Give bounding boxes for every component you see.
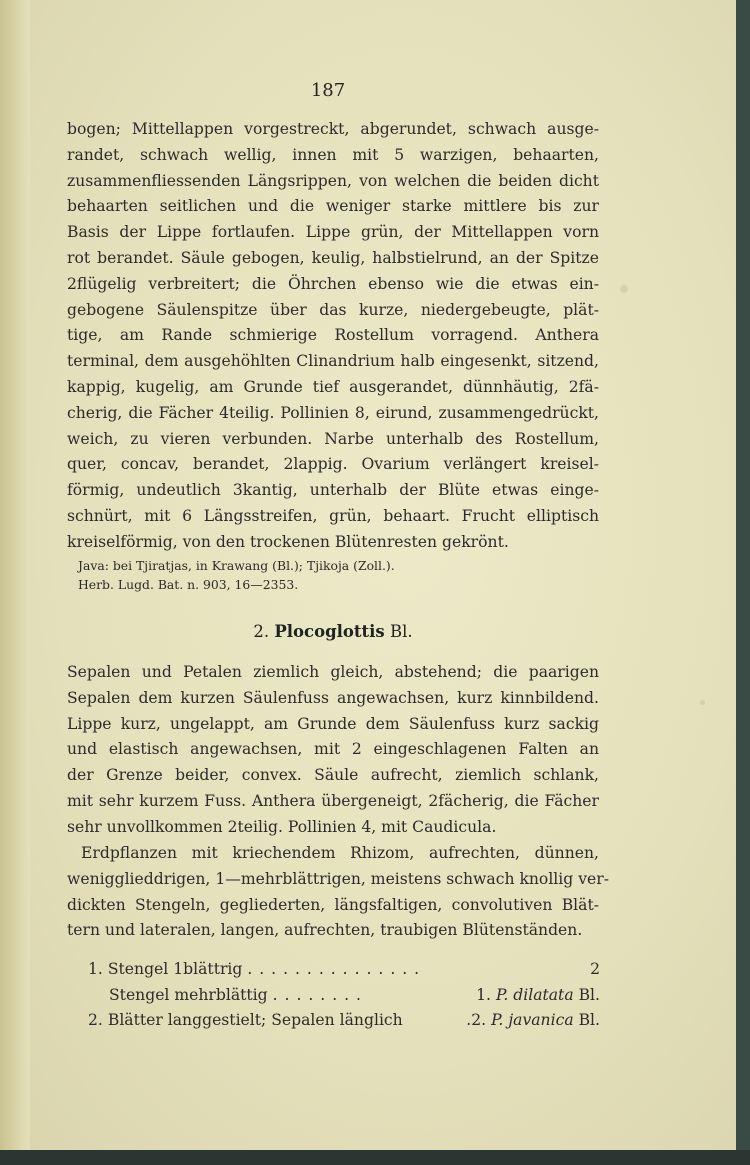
text-line: kappig, kugelig, am Grunde tief ausgerandet, dünnhäutig, 2fä-	[67, 377, 599, 396]
locality-line: Java: bei Tjiratjas, in Krawang (Bl.); Tjikoja (Zoll.).	[78, 558, 395, 573]
text-line: schnürt, mit 6 Längsstreifen, grün, behaart. Frucht elliptisch	[67, 506, 599, 525]
key-result: 1.	[476, 986, 492, 1004]
species-author: Bl.	[578, 1011, 600, 1029]
key-number: 2.	[88, 1011, 103, 1029]
book-edge-right	[736, 0, 750, 1165]
text-line: kreiselförmig, von den trockenen Blütenresten gekrönt.	[67, 532, 509, 551]
text-line: förmig, undeutlich 3kantig, unterhalb der Blüte etwas einge-	[67, 481, 599, 500]
text-line: tern und lateralen, langen, aufrechten, traubigen Blütenständen.	[67, 921, 583, 940]
key-text: Blätter langgestielt; Sepalen länglich	[107, 1011, 403, 1029]
species-description	[67, 117, 599, 556]
text-line: bogen; Mittellappen vorgestreckt, abgerundet, schwach ausge-	[67, 120, 599, 138]
text-line: wenigglieddrigen, 1—mehrblättrigen, meistens schwach knollig ver-	[67, 869, 609, 888]
species-author: Bl.	[578, 986, 600, 1004]
text-line: Sepalen und Petalen ziemlich gleich, abstehend; die paarigen	[67, 663, 599, 681]
text-line: cherig, die Fächer 4teilig. Pollinien 8, eirund, zusammengedrückt,	[67, 403, 599, 422]
genus-heading	[0, 622, 666, 641]
text-line: Lippe kurz, ungelappt, am Grunde dem Säulenfuss kurz sackig	[67, 714, 599, 733]
text-line: gebogene Säulenspitze über das kurze, niedergebeugte, plät-	[67, 300, 599, 319]
page-binding-shadow	[0, 0, 30, 1150]
text-line: zusammenfliessenden Längsrippen, von welchen die beiden dicht	[67, 171, 599, 190]
text-line: mit sehr kurzem Fuss. Anthera übergeneigt, 2fächerig, die Fächer	[67, 791, 599, 810]
genus-habit	[67, 841, 609, 944]
text-line: weich, zu vieren verbunden. Narbe unterhalb des Rostellum,	[67, 429, 599, 448]
genus-number: 2.	[253, 622, 270, 641]
genus-author: Bl.	[389, 622, 413, 641]
text-line: terminal, dem ausgehöhlten Clinandrium halb eingesenkt, sitzend,	[67, 352, 599, 371]
text-line: tige, am Rande schmierige Rostellum vorragend. Anthera	[67, 326, 599, 345]
species-name: P. javanica	[491, 1011, 574, 1029]
text-line: randet, schwach wellig, innen mit 5 warzigen, behaarten,	[67, 145, 599, 164]
key-text: Stengel mehrblättig	[109, 986, 268, 1004]
key-row-1	[88, 957, 600, 982]
key-row-2	[109, 983, 600, 1008]
key-row-3	[88, 1008, 600, 1033]
text-line: sehr unvollkommen 2teilig. Pollinien 4, mit Caudicula.	[67, 817, 497, 836]
genus-name: Plocoglottis	[274, 622, 385, 641]
key-text: Stengel 1blättrig	[107, 960, 243, 978]
key-result-group	[476, 983, 600, 1008]
genus-description	[67, 660, 599, 841]
locality-note	[78, 556, 598, 594]
key-number: 1.	[88, 960, 103, 978]
book-edge-bottom	[0, 1150, 750, 1165]
text-line: rot berandet. Säule gebogen, keulig, halbstielrund, an der Spitze	[67, 248, 599, 267]
key-result: .2.	[466, 1011, 487, 1029]
text-line: und elastisch angewachsen, mit 2 eingeschlagenen Falten an	[67, 740, 599, 759]
text-line: 2flügelig verbreitert; die Öhrchen ebenso wie die etwas ein-	[67, 274, 599, 293]
text-line: behaarten seitlichen und die weniger starke mittlere bis zur	[67, 197, 599, 216]
text-line: Erdpflanzen mit kriechendem Rhizom, aufrechten, dünnen,	[81, 844, 599, 862]
page-number: 187	[310, 80, 346, 101]
herbarium-line: Herb. Lugd. Bat. n. 903, 16—2353.	[78, 577, 299, 592]
text-line: Basis der Lippe fortlaufen. Lippe grün, der Mittellappen vorn	[67, 223, 599, 242]
key-leader: . . . . . . . .	[272, 986, 362, 1004]
key-leader: . . . . . . . . . . . . . . .	[247, 960, 421, 978]
text-line: der Grenze beider, convex. Säule aufrecht, ziemlich schlank,	[67, 766, 599, 785]
key-result: 2	[590, 960, 600, 978]
species-name: P. dilatata	[496, 986, 574, 1004]
text-line: dickten Stengeln, gegliederten, längsfaltigen, convolutiven Blät-	[67, 895, 599, 914]
key-result-group	[466, 1008, 600, 1033]
text-line: Sepalen dem kurzen Säulenfuss angewachsen, kurz kinnbildend.	[67, 688, 599, 707]
text-line: quer, concav, berandet, 2lappig. Ovarium verlängert kreisel-	[67, 455, 599, 474]
paper-spot	[620, 285, 628, 293]
paper-spot	[700, 700, 705, 705]
